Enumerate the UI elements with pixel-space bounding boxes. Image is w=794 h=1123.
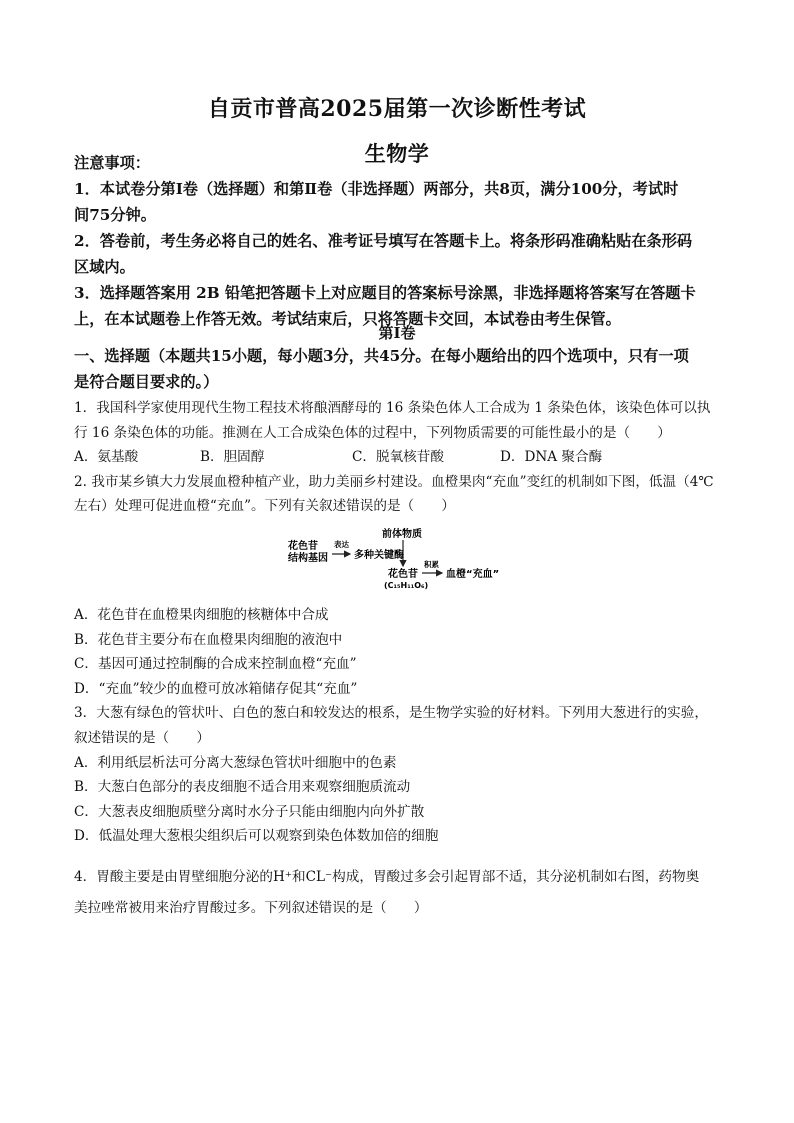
diagram-gene-line-2: 结构基因 [288,553,328,564]
question-4 [74,862,724,924]
notice-item-2-line-2: 区域内。 [74,258,135,276]
question-1-option-d: D．DNA 聚合酶 [500,449,603,466]
diagram-express-label: 表达 [334,540,349,549]
question-2-stem-line-1: 2. 我市某乡镇大力发展血橙种植产业，助力美丽乡村建设。血橙果肉“充血”变红的机制如下图，低温（4℃ [74,473,714,490]
question-4-stem-line-1: 4．胃酸主要是由胃壁细胞分泌的H⁺和CL⁻构成，胃酸过多会引起胃部不适，其分泌机制如右图，药物奥 [74,869,700,885]
question-2-option-c: C．基因可通过控制酶的合成来控制血橙“充血” [74,656,357,673]
question-3-option-a: A．利用纸层析法可分离大葱绿色管状叶细胞中的色素 [74,754,397,771]
question-3-option-b: B．大葱白色部分的表皮细胞不适合用来观察细胞质流动 [74,779,411,796]
question-3-stem-line-2: 叙述错误的是（ ） [74,729,210,746]
notice-heading: 注意事项： [74,154,150,172]
question-1-option-b: B．胆固醇 [200,449,265,466]
notice-item-1-line-1: 1．本试卷分第Ⅰ卷（选择题）和第Ⅱ卷（非选择题）两部分，共8页，满分100分，考试时 [74,180,679,198]
section-instruction [74,343,724,395]
question-2-option-b: B．花色苷主要分布在血橙果肉细胞的液泡中 [74,631,343,648]
question-1 [74,396,724,519]
section-title: 第Ⅰ卷 [378,324,416,342]
subject-title: 生物学 [364,141,430,166]
question-3-option-d: D．低温处理大葱根尖组织后可以观察到染色体数加倍的细胞 [74,828,439,845]
notice-item-3-line-2: 上，在本试题卷上作答无效。考试结束后，只将答题卡交回，本试卷由考生保管。 [74,310,621,328]
question-1-stem-line-1: 1．我国科学家使用现代生物工程技术将酿酒酵母的 16 条染色体人工合成为 1 条染色体，该染色体可以执 [74,400,711,416]
question-2-and-3 [74,603,724,849]
exam-title: 自贡市普高2025届第一次诊断性考试 [207,96,587,122]
question-2-option-d: D．“充血”较少的血橙可放冰箱储存促其“充血” [74,680,358,697]
question-3-option-c: C．大葱表皮细胞质壁分离时水分子只能由细胞内向外扩散 [74,803,425,820]
diagram-formula: (C₁₅H₁₁O₆) [384,581,429,590]
question-1-stem-line-2: 行 16 条染色体的功能。推测在人工合成染色体的过程中，下列物质需要的可能性最小的是（ ） [74,424,671,441]
section-instruction-line-1: 一、选择题（本题共15小题，每小题3分，共45分。在每小题给出的四个选项中，只有一项 [74,347,689,365]
question-2-stem-line-2: 左右）处理可促进血橙“充血”。下列有关叙述错误的是（ ） [74,498,455,515]
question-1-options [74,445,724,470]
diagram-precursor: 前体物质 [382,529,422,540]
question-3-stem-line-1: 3．大葱有绿色的管状叶、白色的葱白和较发达的根系，是生物学实验的好材料。下列用大葱进行的实验， [74,705,708,722]
question-4-stem-line-2: 美拉唑常被用来治疗胃酸过多。下列叙述错误的是（ ） [74,900,428,916]
notice-item-2-line-1: 2．答卷前，考生务必将自己的姓名、准考证号填写在答题卡上。将条形码准确粘贴在条形码 [74,232,693,250]
section-instruction-line-2: 是符合题目要求的。） [74,373,219,391]
diagram-gene-line-1: 花色苷 [288,541,318,552]
notice-item-3-line-1: 3．选择题答案用 2B 铅笔把答题卡上对应题目的答案标号涂黑，非选择题将答案写在答题卡 [74,284,696,302]
diagram-anthocyanin: 花色苷 [388,569,418,580]
notice-section [74,150,724,332]
diagram-enzymes: 多种关键酶 [354,550,404,561]
diagram-result: 血橙“充血” [446,569,500,580]
notice-item-1-line-2: 间75分钟。 [74,206,156,224]
anthocyanin-mechanism-diagram [286,527,516,601]
diagram-accumulate-label: 积累 [424,560,439,569]
question-1-option-a: A．氨基酸 [74,449,139,466]
question-1-option-c: C．脱氧核苷酸 [352,449,444,466]
question-2-option-a: A．花色苷在血橙果肉细胞的核糖体中合成 [74,607,329,623]
